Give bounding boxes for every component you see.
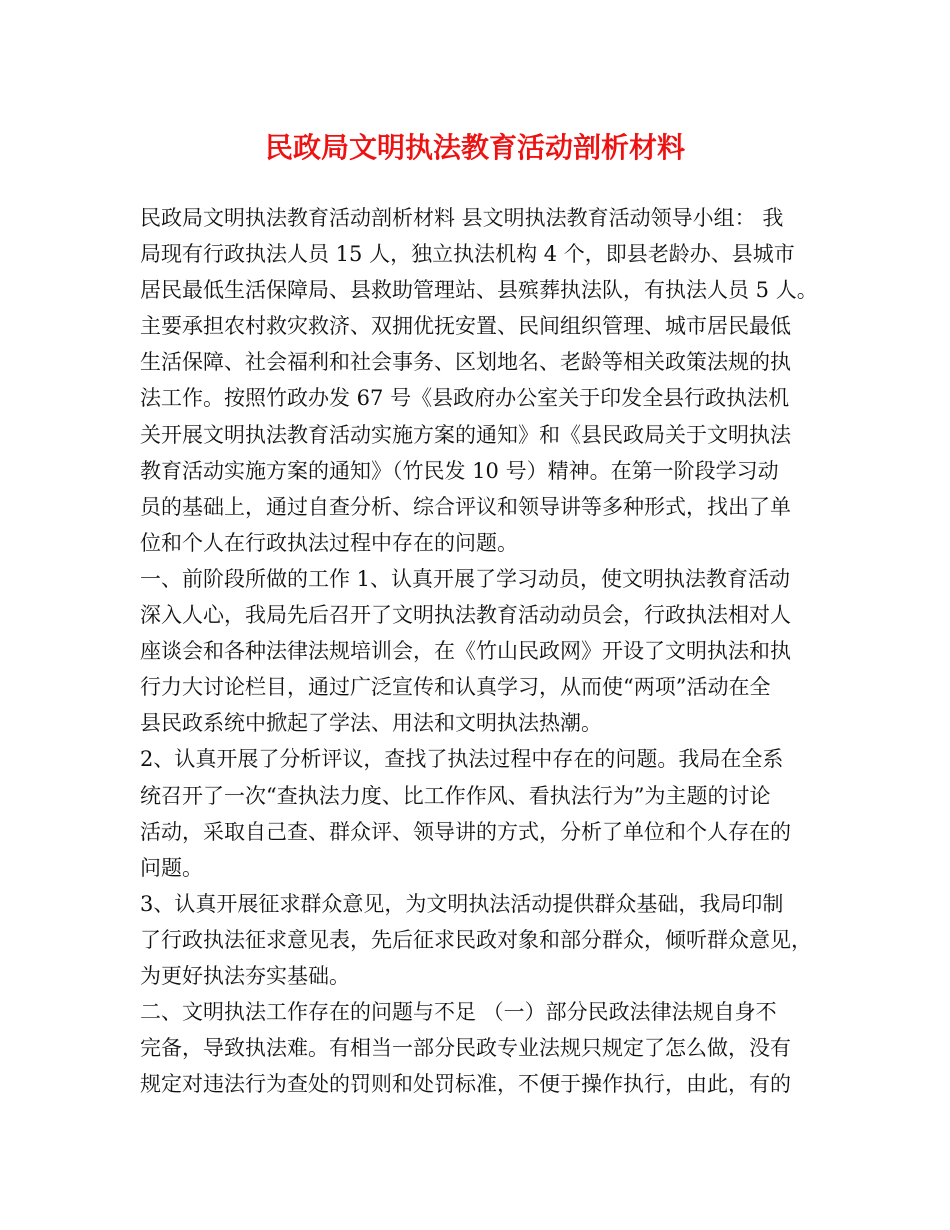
body-line: 民政局文明执法教育活动剖析材料 县文明执法教育活动领导小组： 我 xyxy=(140,206,784,230)
body-line: 一、前阶段所做的工作 1、认真开展了学习动员，使文明执法教育活动 xyxy=(140,566,791,591)
body-line: 员的基础上，通过自查分析、综合评议和领导讲等多种形式，找出了单 xyxy=(140,494,791,519)
body-line: 为更好执法夯实基础。 xyxy=(140,963,350,988)
body-line: 座谈会和各种法律法规培训会，在《竹山民政网》开设了文明执法和执 xyxy=(140,639,791,664)
body-line: 法工作。按照竹政办发 67 号《县政府办公室关于印发全县行政执法机 xyxy=(140,386,790,411)
body-line: 二、文明执法工作存在的问题与不足 （一）部分民政法律法规自身不 xyxy=(140,1000,777,1025)
body-line: 规定对违法行为查处的罚则和处罚标准，不便于操作执行，由此，有的 xyxy=(140,1072,791,1097)
body-line: 活动，采取自己查、群众评、领导讲的方式，分析了单位和个人存在的 xyxy=(140,819,791,844)
body-line: 深入人心，我局先后召开了文明执法教育活动动员会，行政执法相对人 xyxy=(140,603,791,628)
body-line: 3、认真开展征求群众意见，为文明执法活动提供群众基础，我局印制 xyxy=(140,891,784,916)
document-body xyxy=(140,200,820,1102)
document-title: 民政局文明执法教育活动剖析材料 xyxy=(264,131,685,164)
body-line: 统召开了一次“查执法力度、比工作作风、看执法行为”为主题的讨论 xyxy=(140,783,771,808)
body-line: 教育活动实施方案的通知》（竹民发 10 号）精神。在第一阶段学习动 xyxy=(140,458,779,483)
body-line: 主要承担农村救灾救济、双拥优抚安置、民间组织管理、城市居民最低 xyxy=(140,314,791,339)
body-line: 居民最低生活保障局、县救助管理站、县殡葬执法队，有执法人员 5 人。 xyxy=(140,278,818,303)
body-line: 生活保障、社会福利和社会事务、区划地名、老龄等相关政策法规的执 xyxy=(140,350,791,375)
body-line: 局现有行政执法人员 15 人，独立执法机构 4 个，即县老龄办、县城市 xyxy=(140,242,795,267)
body-line: 2、认真开展了分析评议，查找了执法过程中存在的问题。我局在全系 xyxy=(140,747,784,772)
body-line: 县民政系统中掀起了学法、用法和文明执法热潮。 xyxy=(140,711,602,736)
body-line: 位和个人在行政执法过程中存在的问题。 xyxy=(140,530,518,555)
body-line: 了行政执法征求意见表，先后征求民政对象和部分群众，倾听群众意见， xyxy=(140,927,812,952)
body-line: 行力大讨论栏目，通过广泛宣传和认真学习，从而使“两项”活动在全 xyxy=(140,675,771,700)
body-line: 问题。 xyxy=(140,855,203,880)
body-line: 完备，导致执法难。有相当一部分民政专业法规只规定了怎么做，没有 xyxy=(140,1036,791,1061)
body-line: 关开展文明执法教育活动实施方案的通知》和《县民政局关于文明执法 xyxy=(140,422,791,447)
